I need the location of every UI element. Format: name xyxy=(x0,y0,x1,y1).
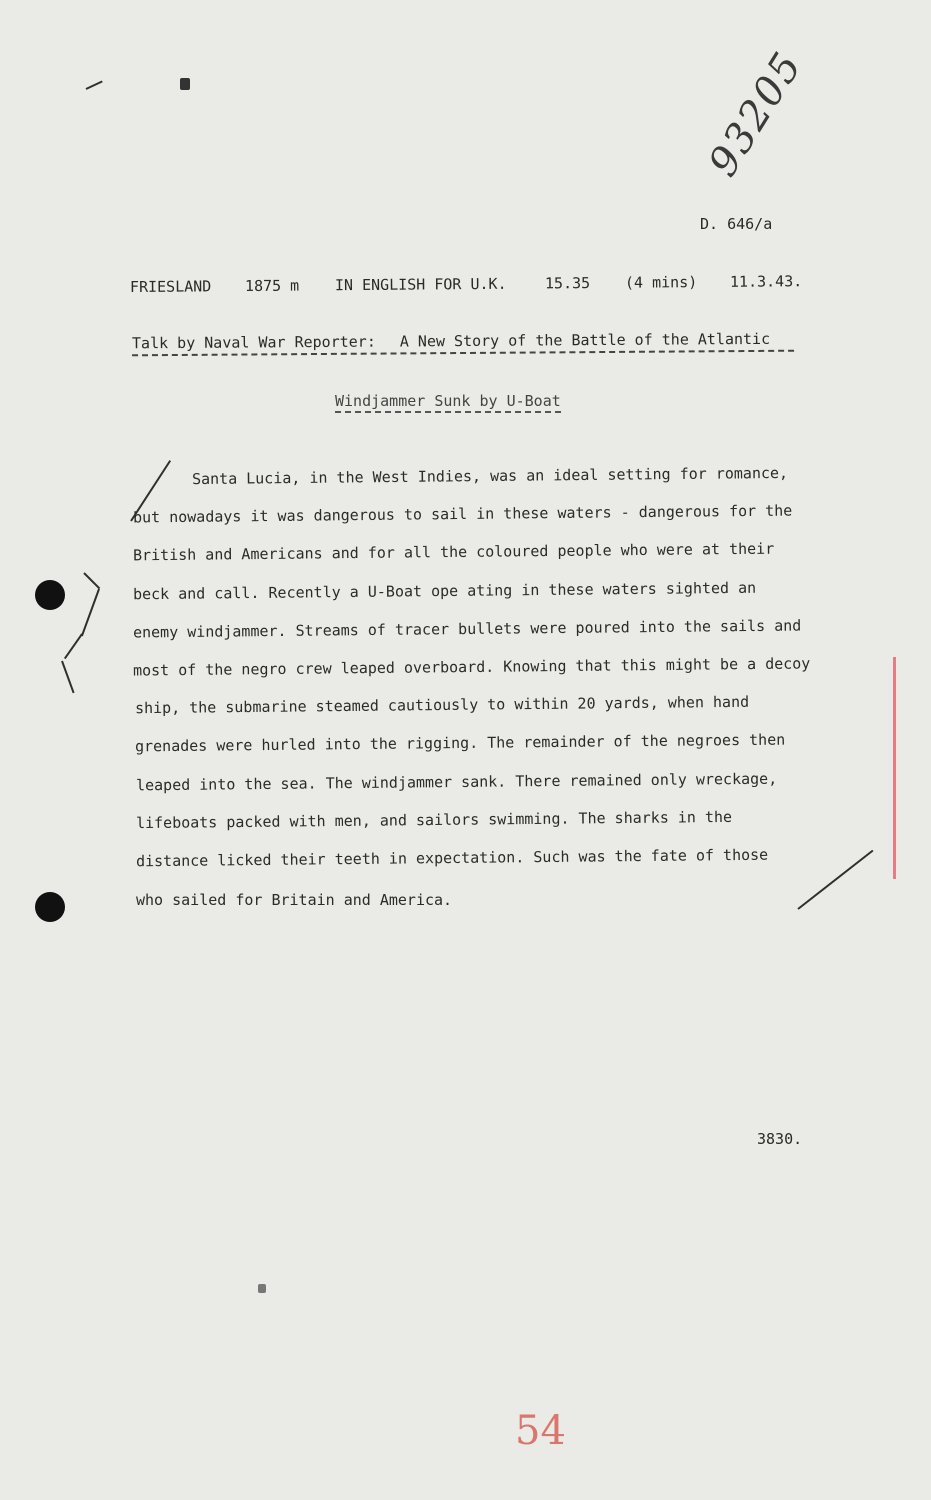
body-line: ship, the submarine steamed cautiously to within 20 yards, when hand xyxy=(134,692,750,718)
broadcast-duration: (4 mins) xyxy=(624,273,698,292)
broadcast-time: 15.35 xyxy=(544,274,591,293)
body-line: lifeboats packed with men, and sailors swimming. The sharks in the xyxy=(135,807,733,833)
service-language: IN ENGLISH FOR U.K. xyxy=(334,274,507,295)
body-line: beck and call. Recently a U-Boat ope ating in these waters sighted an xyxy=(132,578,757,604)
station-name: FRIESLAND xyxy=(129,277,212,297)
body-line: Santa Lucia, in the West Indies, was an ideal setting for romance, xyxy=(191,463,789,489)
body-line: most of the negro crew leaped overboard. Knowing that this might be a decoy xyxy=(132,654,811,680)
handwritten-reference-number: 93205 xyxy=(700,43,812,185)
body-line: leaped into the sea. The windjammer sank. There remained only wreckage, xyxy=(135,769,778,795)
talk-speaker: Talk by Naval War Reporter: xyxy=(131,332,376,353)
talk-subtitle: Windjammer Sunk by U-Boat xyxy=(335,392,561,413)
body-line: British and Americans and for all the coloured people who were at their xyxy=(132,539,775,565)
wavelength: 1875 m xyxy=(244,276,300,296)
footer-number: 3830. xyxy=(757,1130,803,1148)
body-line: grenades were hurled into the rigging. The remainder of the negroes then xyxy=(134,730,786,756)
body-line: but nowadays it was dangerous to sail in these waters - dangerous for the xyxy=(132,501,793,527)
red-margin-rule xyxy=(893,657,896,879)
handwritten-folio-number: 54 xyxy=(515,1408,566,1454)
talk-topic: A New Story of the Battle of the Atlantic xyxy=(399,329,771,351)
body-line: who sailed for Britain and America. xyxy=(136,891,453,909)
body-line: distance licked their teeth in expectation. Such was the fate of those xyxy=(135,845,769,871)
broadcast-date: 11.3.43. xyxy=(729,272,803,291)
document-code: D. 646/a xyxy=(700,215,773,233)
body-line: enemy windjammer. Streams of tracer bullets were poured into the sails and xyxy=(132,616,802,642)
